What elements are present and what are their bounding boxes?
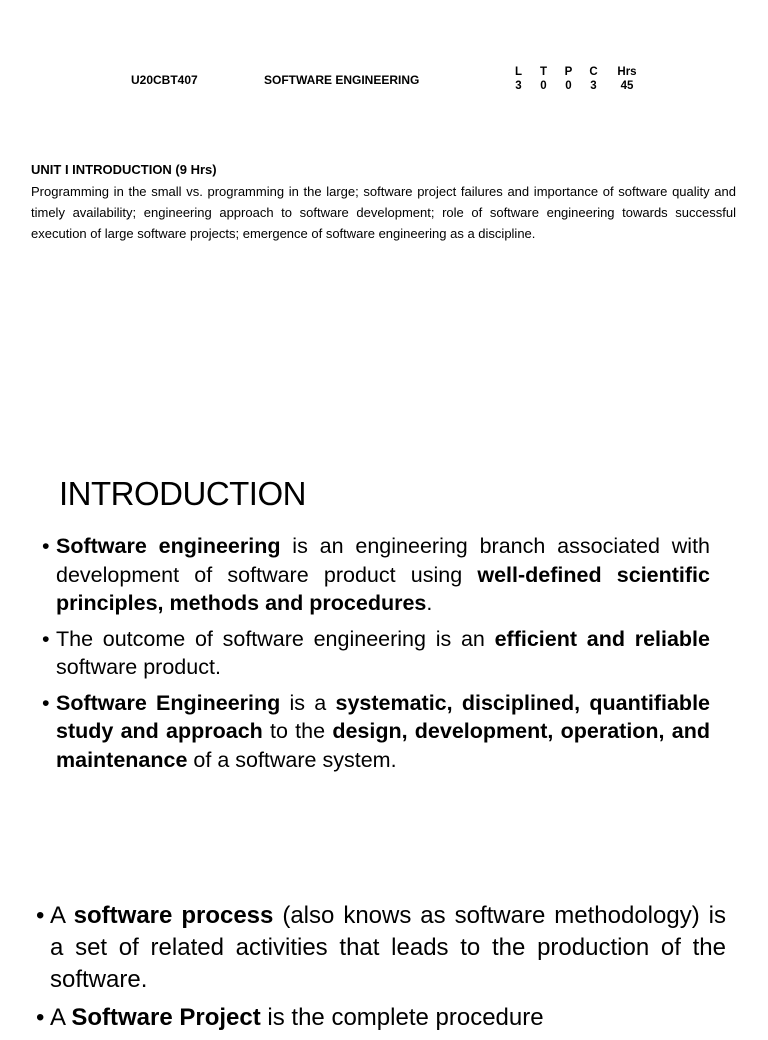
ltpc-value-p: 0 (565, 80, 572, 92)
ltpc-value-t: 0 (540, 80, 547, 92)
text: A (50, 902, 74, 929)
unit-title: UNIT I INTRODUCTION (9 Hrs) (31, 162, 217, 177)
text: of a software system. (187, 747, 397, 772)
ltpc-label-hrs: Hrs (617, 66, 637, 78)
bold-text: well-defined scientific principles, methods and procedures (56, 562, 710, 615)
ltpc-values-row (506, 79, 642, 93)
text: . (426, 591, 433, 615)
text: is an engineering branch associated with development of software product using (56, 534, 710, 587)
bullet-icon: • (42, 626, 50, 651)
list-item (36, 1002, 726, 1034)
bullet-icon: • (36, 902, 45, 929)
ltpc-label-l: L (514, 66, 523, 78)
bold-text: Software Project (71, 1004, 261, 1031)
bullet-icon: • (42, 534, 50, 558)
ltpc-value-c: 3 (590, 80, 597, 92)
ltpc-value-hrs: 45 (620, 80, 634, 92)
ltpc-table (506, 65, 642, 93)
text: The outcome of software engineering is an (56, 626, 495, 651)
bullet-icon: • (36, 1004, 45, 1031)
ltpc-labels-row (506, 65, 642, 79)
intro-bullet-list (42, 532, 710, 781)
bold-text: systematic, disciplined, quantifiable study and approach (56, 690, 710, 743)
list-item (42, 689, 710, 775)
text: is a (280, 690, 336, 715)
bold-text: software process (73, 902, 274, 929)
text: A (50, 1004, 72, 1031)
course-title: SOFTWARE ENGINEERING (264, 73, 420, 87)
process-bullet-list (36, 900, 726, 1040)
slide-heading: INTRODUCTION (59, 475, 306, 512)
ltpc-value-l: 3 (515, 80, 522, 92)
ltpc-label-t: T (539, 66, 548, 78)
bold-text: Software engineering (56, 534, 281, 558)
bullet-icon: • (42, 690, 50, 715)
text: is the complete procedure (260, 1004, 544, 1031)
bold-text: Software Engineering (56, 690, 281, 715)
list-item (42, 532, 710, 618)
list-item (36, 900, 726, 996)
ltpc-label-c: C (589, 66, 598, 78)
bold-text: design, development, operation, and maintenance (56, 719, 710, 772)
text: (also knows as software methodology) is a set of related activities that leads to the production of the software. (50, 902, 726, 993)
unit-body: Programming in the small vs. programming in the large; software project failures and importance of software quality and timely availability; engineering approach to software development; role of software engineering towards successful execution of large software projects; emergence of software engineering as a discipline. (31, 184, 736, 241)
text: software product. (56, 655, 221, 679)
ltpc-label-p: P (564, 66, 573, 78)
course-code: U20CBT407 (131, 73, 198, 87)
bold-text: efficient and reliable (494, 626, 710, 651)
list-item (42, 625, 710, 682)
text: to the (262, 719, 333, 743)
